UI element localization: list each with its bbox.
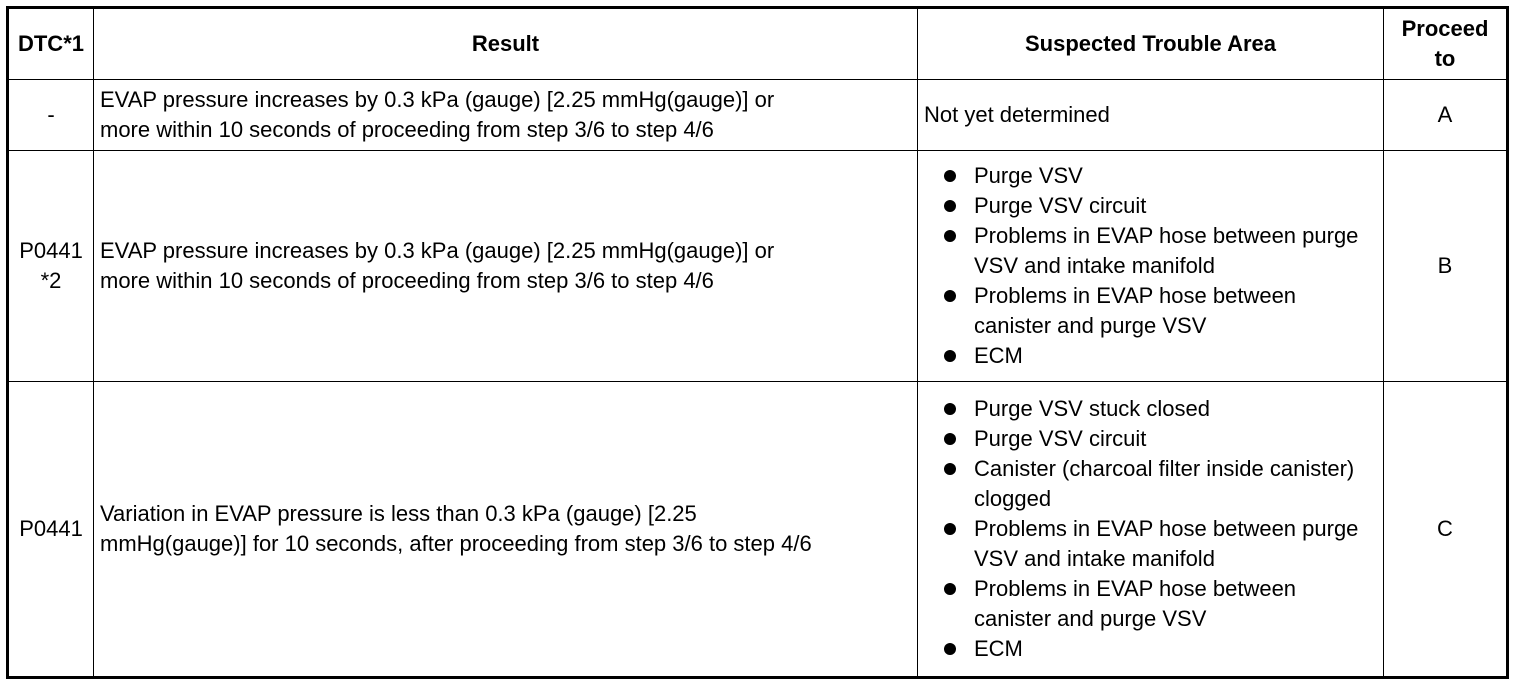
list-item-text: Problems in EVAP hose between purge VSV and intake manifold	[974, 516, 1359, 571]
proceed-value: A	[1437, 102, 1453, 127]
table-row	[8, 151, 1508, 382]
list-item-text: Problems in EVAP hose between canister and purge VSV	[974, 576, 1297, 631]
list-item	[924, 634, 1377, 664]
result-line: EVAP pressure increases by 0.3 kPa (gauge) [2.25 mmHg(gauge)] or	[100, 87, 775, 112]
list-item-text: Canister (charcoal filter inside canister) clogged	[974, 456, 1355, 511]
header-proceed-line2: to	[1434, 46, 1456, 71]
proceed-value: B	[1437, 253, 1453, 278]
table-row	[8, 382, 1508, 678]
bullet-icon	[944, 170, 956, 182]
dtc-cell	[8, 80, 94, 151]
result-line: mmHg(gauge)] for 10 seconds, after proceeding from step 3/6 to step 4/6	[100, 531, 812, 556]
suspected-area-cell	[918, 151, 1384, 382]
suspected-area-cell	[918, 382, 1384, 678]
bullet-icon	[944, 433, 956, 445]
list-item-text: Problems in EVAP hose between canister and purge VSV	[974, 283, 1297, 338]
header-suspected-area: Suspected Trouble Area	[918, 8, 1384, 80]
list-item-text: Problems in EVAP hose between purge VSV and intake manifold	[974, 223, 1359, 278]
list-item-text: Purge VSV stuck closed	[974, 396, 1211, 421]
proceed-cell	[1384, 80, 1508, 151]
result-cell	[94, 80, 918, 151]
dtc-cell	[8, 151, 94, 382]
list-item-text: Purge VSV	[974, 163, 1083, 188]
list-item	[924, 394, 1377, 424]
list-item	[924, 191, 1377, 221]
list-item-text: ECM	[974, 636, 1023, 661]
list-item-text: ECM	[974, 343, 1023, 368]
header-result: Result	[94, 8, 918, 80]
header-proceed-line1: Proceed	[1401, 16, 1489, 41]
suspected-area-list	[924, 394, 1377, 664]
result-cell	[94, 382, 918, 678]
suspected-area-list	[924, 161, 1377, 371]
dtc-footnote: *2	[40, 268, 62, 293]
bullet-icon	[944, 290, 956, 302]
list-item	[924, 341, 1377, 371]
result-line: more within 10 seconds of proceeding from step 3/6 to step 4/6	[100, 117, 714, 142]
bullet-icon	[944, 643, 956, 655]
bullet-icon	[944, 523, 956, 535]
list-item	[924, 281, 1377, 341]
bullet-icon	[944, 200, 956, 212]
bullet-icon	[944, 583, 956, 595]
list-item	[924, 574, 1377, 634]
suspected-area-text: Not yet determined	[924, 102, 1110, 127]
list-item-text: Purge VSV circuit	[974, 193, 1147, 218]
bullet-icon	[944, 230, 956, 242]
list-item	[924, 161, 1377, 191]
header-proceed-to	[1384, 8, 1508, 80]
dtc-cell	[8, 382, 94, 678]
dtc-code: -	[47, 102, 55, 127]
list-item	[924, 221, 1377, 281]
dtc-code: P0441	[19, 516, 83, 541]
header-dtc: DTC*1	[8, 8, 94, 80]
diagnosis-table-container	[6, 6, 1509, 679]
result-cell	[94, 151, 918, 382]
proceed-value: C	[1437, 516, 1453, 541]
proceed-cell	[1384, 151, 1508, 382]
proceed-cell	[1384, 382, 1508, 678]
header-row	[8, 8, 1508, 80]
bullet-icon	[944, 463, 956, 475]
bullet-icon	[944, 403, 956, 415]
suspected-area-cell	[918, 80, 1384, 151]
result-line: more within 10 seconds of proceeding from step 3/6 to step 4/6	[100, 268, 714, 293]
list-item-text: Purge VSV circuit	[974, 426, 1147, 451]
dtc-code: P0441	[19, 238, 83, 263]
table-row	[8, 80, 1508, 151]
result-line: Variation in EVAP pressure is less than 0.3 kPa (gauge) [2.25	[100, 501, 697, 526]
list-item	[924, 514, 1377, 574]
result-line: EVAP pressure increases by 0.3 kPa (gauge) [2.25 mmHg(gauge)] or	[100, 238, 775, 263]
list-item	[924, 424, 1377, 454]
list-item	[924, 454, 1377, 514]
bullet-icon	[944, 350, 956, 362]
diagnosis-table	[6, 6, 1509, 679]
